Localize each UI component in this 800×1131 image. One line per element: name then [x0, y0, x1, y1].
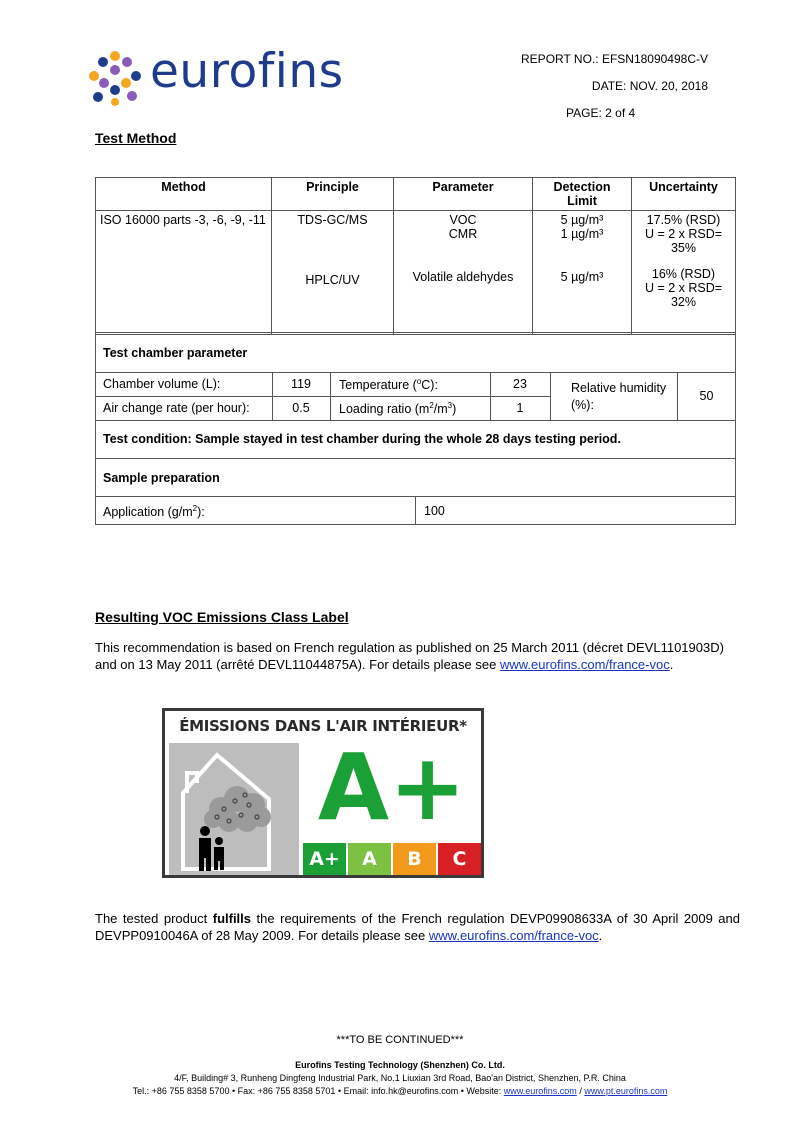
temperature-label	[339, 377, 438, 392]
principle-1: TDS-GC/MS	[297, 213, 368, 227]
test-method-title: Test Method	[95, 130, 177, 146]
divider	[415, 496, 416, 525]
air-change-rate: 0.5	[292, 401, 310, 415]
parameter-cmr: CMR	[448, 227, 478, 241]
voc-paragraph	[95, 639, 740, 673]
header-detection-limit: Detection Limit	[533, 178, 632, 211]
limit-voc: 5 µg/m³	[560, 213, 604, 227]
chamber-title: Test chamber parameter	[103, 346, 248, 360]
grade-4: C	[438, 843, 481, 875]
loading-sup-2: 3	[447, 401, 453, 410]
france-voc-link[interactable]: www.eurofins.com/france-voc	[499, 657, 670, 672]
conclusion-paragraph	[95, 910, 740, 944]
degree-sup: o	[416, 377, 422, 386]
footer-pt-website-link[interactable]: www.pt.eurofins.com	[584, 1086, 668, 1096]
house-icon	[169, 743, 299, 875]
report-meta	[521, 46, 708, 127]
loading-label-text: Loading ratio (m	[339, 402, 430, 417]
air-change-label: Air change rate (per hour):	[103, 401, 250, 415]
report-no-label: REPORT NO.:	[521, 52, 599, 66]
page-number: 2 of 4	[605, 106, 636, 120]
loading-label-mid: /m	[433, 402, 448, 417]
application-label	[103, 504, 205, 519]
parameter-voc: VOC	[449, 213, 477, 227]
chamber-volume-label: Chamber volume (L):	[103, 377, 221, 391]
header-uncertainty: Uncertainty	[632, 178, 736, 211]
report-date: NOV. 20, 2018	[629, 79, 708, 93]
method-value: ISO 16000 parts -3, -6, -9, -11	[100, 213, 266, 227]
loading-ratio-label	[339, 401, 456, 416]
parameter-aldehydes: Volatile aldehydes	[412, 270, 514, 284]
limit-aldehydes: 5 µg/m³	[560, 270, 604, 284]
grade-3: B	[393, 843, 436, 875]
voc-title: Resulting VOC Emissions Class Label	[95, 609, 349, 625]
test-condition: Test condition: Sample stayed in test chamber during the whole 28 days testing period.	[103, 432, 621, 446]
parameter-cell	[394, 211, 533, 335]
voc-paragraph-text: This recommendation is based on French regulation as published on 25 March 2011 (décret DEVL1101903D) and on 13 May 2011 (arrêté DEVL11044875A). For details please see	[95, 640, 724, 672]
grade-2: A	[348, 843, 391, 875]
grade-1: A+	[303, 843, 346, 875]
application-label-text: Application (g/m	[103, 505, 193, 520]
footer-separator: /	[576, 1086, 585, 1096]
divider	[95, 458, 736, 459]
loading-sup-1: 2	[429, 401, 434, 410]
footer-company: Eurofins Testing Technology (Shenzhen) Co. Ltd.	[295, 1060, 505, 1070]
divider	[95, 372, 736, 373]
divider	[95, 396, 550, 397]
header-principle: Principle	[272, 178, 394, 211]
big-grade: A+	[317, 734, 467, 841]
principle-cell	[272, 211, 394, 335]
uncertainty-cell	[632, 211, 736, 335]
page-label: PAGE:	[566, 106, 602, 120]
conclusion-text-2: the requirements of the French regulation DEVP09908633A of 30 April 2009 and DEVPP0910046A of 28 May 2009. For details please see	[95, 911, 740, 943]
emissions-class-label	[162, 708, 484, 878]
date-label: DATE:	[591, 79, 627, 93]
conclusion-text: The tested product	[95, 911, 213, 926]
uncertainty-2a: 16% (RSD)	[651, 267, 716, 281]
temperature: 23	[513, 377, 527, 391]
limit-cell	[533, 211, 632, 335]
divider	[330, 372, 331, 420]
divider	[95, 420, 736, 421]
loading-label-end: )	[452, 402, 457, 417]
divider	[550, 372, 551, 420]
principle-2: HPLC/UV	[305, 273, 360, 287]
application-value: 100	[424, 504, 445, 518]
house-illustration	[169, 743, 299, 875]
report-no: EFSN18090498C-V	[601, 52, 708, 66]
eurofins-dots-icon	[88, 50, 142, 106]
application-sup: 2	[192, 504, 198, 513]
grade-scale	[303, 843, 481, 875]
sample-preparation-title: Sample preparation	[103, 471, 220, 485]
france-voc-link-2[interactable]: www.eurofins.com/france-voc	[428, 928, 599, 943]
humidity: 50	[699, 389, 714, 403]
method-table	[95, 177, 736, 335]
humidity-label: Relative humidity (%):	[571, 381, 667, 412]
eurofins-logo	[88, 44, 368, 110]
footer-contact	[0, 1086, 800, 1096]
header-method: Method	[96, 178, 272, 211]
logo-text: eurofins	[150, 44, 344, 99]
footer-address: 4/F, Building# 3, Runheng Dingfeng Industrial Park, No.1 Liuxian 3rd Road, Bao'an District, Shenzhen, P.R. China	[174, 1073, 626, 1083]
limit-cmr: 1 µg/m³	[560, 227, 604, 241]
conclusion-bold: fulfills	[212, 911, 252, 926]
method-cell	[96, 211, 272, 335]
footer-website-link[interactable]: www.eurofins.com	[503, 1086, 577, 1096]
footer-contact-text: Tel.: +86 755 8358 5700 • Fax: +86 755 8358 5701 • Email: info.hk@eurofins.com • Website:	[132, 1086, 504, 1096]
label-title: ÉMISSIONS DANS L'AIR INTÉRIEUR*	[179, 717, 467, 735]
application-label-end: ):	[197, 505, 205, 520]
voc-paragraph-end: .	[669, 657, 674, 672]
label-grade-panel	[303, 734, 481, 875]
conclusion-end: .	[598, 928, 603, 943]
header-parameter: Parameter	[394, 178, 533, 211]
uncertainty-2b: U = 2 x RSD= 32%	[644, 281, 723, 309]
temperature-label-text: Temperature (	[339, 378, 417, 393]
uncertainty-1b: U = 2 x RSD= 35%	[644, 227, 723, 255]
to-be-continued: ***TO BE CONTINUED***	[336, 1034, 464, 1046]
temperature-label-end: C):	[421, 378, 438, 393]
chamber-volume: 119	[291, 377, 311, 391]
uncertainty-1a: 17.5% (RSD)	[646, 213, 721, 227]
loading-ratio: 1	[516, 401, 524, 415]
